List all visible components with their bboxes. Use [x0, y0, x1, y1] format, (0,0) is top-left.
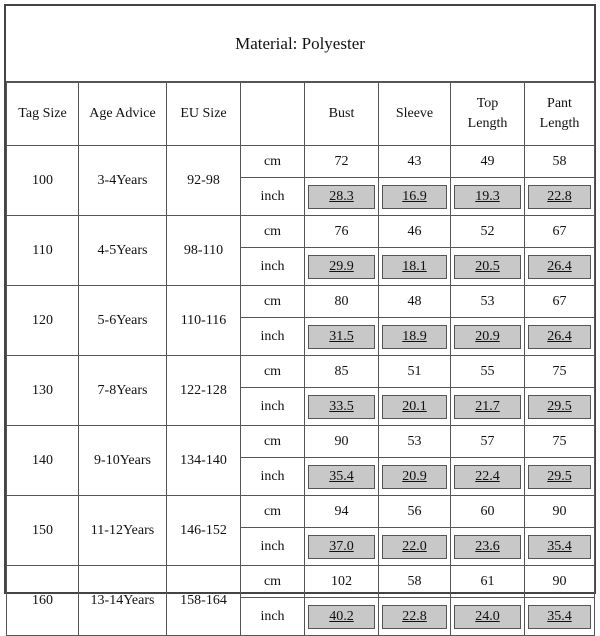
cell-eu-size: 98-110	[167, 216, 241, 286]
cell-pant-length-inch	[525, 178, 595, 216]
cell-pant-length-cm: 75	[525, 426, 595, 458]
cell-tag-size: 130	[7, 356, 79, 426]
inch-value: 26.4	[528, 255, 591, 279]
header-pant-length	[525, 83, 595, 146]
cell-unit-cm: cm	[241, 216, 305, 248]
inch-value: 35.4	[528, 535, 591, 559]
inch-value: 23.6	[454, 535, 521, 559]
header-pant-length-line2: Length	[539, 116, 580, 131]
cell-unit-inch: inch	[241, 388, 305, 426]
cell-unit-cm: cm	[241, 356, 305, 388]
cell-eu-size: 122-128	[167, 356, 241, 426]
cell-top-length-inch	[451, 248, 525, 286]
inch-value: 37.0	[308, 535, 375, 559]
cell-unit-inch: inch	[241, 178, 305, 216]
header-age-advice: Age Advice	[79, 83, 167, 146]
cell-pant-length-cm: 67	[525, 216, 595, 248]
inch-value: 28.3	[308, 185, 375, 209]
header-eu-size: EU Size	[167, 83, 241, 146]
cell-pant-length-cm: 58	[525, 146, 595, 178]
table-row-cm	[7, 356, 595, 388]
header-top-length-line2: Length	[467, 116, 508, 131]
table-row-cm	[7, 286, 595, 318]
table-row-cm	[7, 566, 595, 598]
cell-sleeve-cm: 51	[379, 356, 451, 388]
table-row-cm	[7, 426, 595, 458]
cell-top-length-inch	[451, 388, 525, 426]
cell-unit-cm: cm	[241, 496, 305, 528]
inch-value: 18.9	[382, 325, 447, 349]
cell-unit-inch: inch	[241, 318, 305, 356]
table-row-cm	[7, 146, 595, 178]
cell-bust-inch	[305, 318, 379, 356]
cell-sleeve-cm: 46	[379, 216, 451, 248]
cell-pant-length-inch	[525, 248, 595, 286]
inch-value: 16.9	[382, 185, 447, 209]
size-table	[6, 82, 595, 636]
inch-value: 20.5	[454, 255, 521, 279]
inch-value: 31.5	[308, 325, 375, 349]
cell-sleeve-inch	[379, 388, 451, 426]
cell-pant-length-cm: 75	[525, 356, 595, 388]
cell-eu-size: 92-98	[167, 146, 241, 216]
cell-sleeve-inch	[379, 178, 451, 216]
cell-unit-inch: inch	[241, 248, 305, 286]
inch-value: 22.4	[454, 465, 521, 489]
cell-pant-length-inch	[525, 458, 595, 496]
cell-age-advice: 4-5Years	[79, 216, 167, 286]
header-sleeve: Sleeve	[379, 83, 451, 146]
cell-sleeve-cm: 48	[379, 286, 451, 318]
cell-top-length-inch	[451, 528, 525, 566]
cell-eu-size: 110-116	[167, 286, 241, 356]
inch-value: 21.7	[454, 395, 521, 419]
cell-sleeve-cm: 43	[379, 146, 451, 178]
cell-bust-cm: 94	[305, 496, 379, 528]
cell-unit-cm: cm	[241, 426, 305, 458]
inch-value: 29.5	[528, 395, 591, 419]
cell-unit-cm: cm	[241, 286, 305, 318]
inch-value: 35.4	[528, 605, 591, 629]
cell-top-length-cm: 49	[451, 146, 525, 178]
cell-pant-length-inch	[525, 598, 595, 636]
cell-sleeve-inch	[379, 248, 451, 286]
cell-pant-length-inch	[525, 528, 595, 566]
cell-age-advice: 13-14Years	[79, 566, 167, 636]
inch-value: 19.3	[454, 185, 521, 209]
cell-bust-inch	[305, 248, 379, 286]
inch-value: 40.2	[308, 605, 375, 629]
cell-sleeve-inch	[379, 458, 451, 496]
cell-top-length-inch	[451, 598, 525, 636]
cell-unit-inch: inch	[241, 528, 305, 566]
inch-value: 22.0	[382, 535, 447, 559]
cell-top-length-inch	[451, 318, 525, 356]
header-top-length-line1: Top	[476, 96, 499, 111]
cell-bust-inch	[305, 458, 379, 496]
cell-eu-size: 158-164	[167, 566, 241, 636]
cell-top-length-cm: 57	[451, 426, 525, 458]
cell-bust-cm: 76	[305, 216, 379, 248]
cell-bust-inch	[305, 178, 379, 216]
cell-age-advice: 7-8Years	[79, 356, 167, 426]
size-chart	[4, 4, 596, 624]
header-unit	[241, 83, 305, 146]
cell-sleeve-inch	[379, 598, 451, 636]
inch-value: 20.9	[454, 325, 521, 349]
cell-sleeve-cm: 56	[379, 496, 451, 528]
header-top-length	[451, 83, 525, 146]
cell-sleeve-cm: 58	[379, 566, 451, 598]
cell-top-length-cm: 55	[451, 356, 525, 388]
inch-value: 33.5	[308, 395, 375, 419]
inch-value: 18.1	[382, 255, 447, 279]
cell-top-length-inch	[451, 178, 525, 216]
cell-age-advice: 3-4Years	[79, 146, 167, 216]
cell-bust-inch	[305, 528, 379, 566]
cell-eu-size: 146-152	[167, 496, 241, 566]
cell-bust-inch	[305, 388, 379, 426]
inch-value: 22.8	[528, 185, 591, 209]
cell-top-length-cm: 52	[451, 216, 525, 248]
cell-pant-length-inch	[525, 388, 595, 426]
cell-age-advice: 11-12Years	[79, 496, 167, 566]
cell-unit-inch: inch	[241, 598, 305, 636]
cell-pant-length-cm: 90	[525, 496, 595, 528]
cell-bust-inch	[305, 598, 379, 636]
inch-value: 35.4	[308, 465, 375, 489]
inch-value: 29.5	[528, 465, 591, 489]
inch-value: 26.4	[528, 325, 591, 349]
cell-pant-length-cm: 90	[525, 566, 595, 598]
cell-bust-cm: 80	[305, 286, 379, 318]
cell-top-length-inch	[451, 458, 525, 496]
cell-unit-cm: cm	[241, 146, 305, 178]
cell-bust-cm: 72	[305, 146, 379, 178]
cell-age-advice: 5-6Years	[79, 286, 167, 356]
cell-bust-cm: 90	[305, 426, 379, 458]
inch-value: 20.9	[382, 465, 447, 489]
table-row-cm	[7, 496, 595, 528]
cell-pant-length-cm: 67	[525, 286, 595, 318]
header-bust: Bust	[305, 83, 379, 146]
header-pant-length-line1: Pant	[547, 96, 572, 111]
table-row-cm	[7, 216, 595, 248]
cell-tag-size: 100	[7, 146, 79, 216]
cell-age-advice: 9-10Years	[79, 426, 167, 496]
cell-sleeve-inch	[379, 318, 451, 356]
header-row	[7, 83, 595, 146]
cell-unit-inch: inch	[241, 458, 305, 496]
inch-value: 24.0	[454, 605, 521, 629]
inch-value: 22.8	[382, 605, 447, 629]
material-title: Material: Polyester	[6, 6, 594, 82]
cell-sleeve-cm: 53	[379, 426, 451, 458]
cell-bust-cm: 102	[305, 566, 379, 598]
cell-top-length-cm: 61	[451, 566, 525, 598]
cell-tag-size: 110	[7, 216, 79, 286]
cell-tag-size: 140	[7, 426, 79, 496]
inch-value: 20.1	[382, 395, 447, 419]
cell-eu-size: 134-140	[167, 426, 241, 496]
cell-unit-cm: cm	[241, 566, 305, 598]
cell-bust-cm: 85	[305, 356, 379, 388]
cell-tag-size: 150	[7, 496, 79, 566]
cell-top-length-cm: 60	[451, 496, 525, 528]
cell-top-length-cm: 53	[451, 286, 525, 318]
inch-value: 29.9	[308, 255, 375, 279]
cell-tag-size: 120	[7, 286, 79, 356]
cell-tag-size: 160	[7, 566, 79, 636]
cell-pant-length-inch	[525, 318, 595, 356]
header-tag-size: Tag Size	[7, 83, 79, 146]
cell-sleeve-inch	[379, 528, 451, 566]
